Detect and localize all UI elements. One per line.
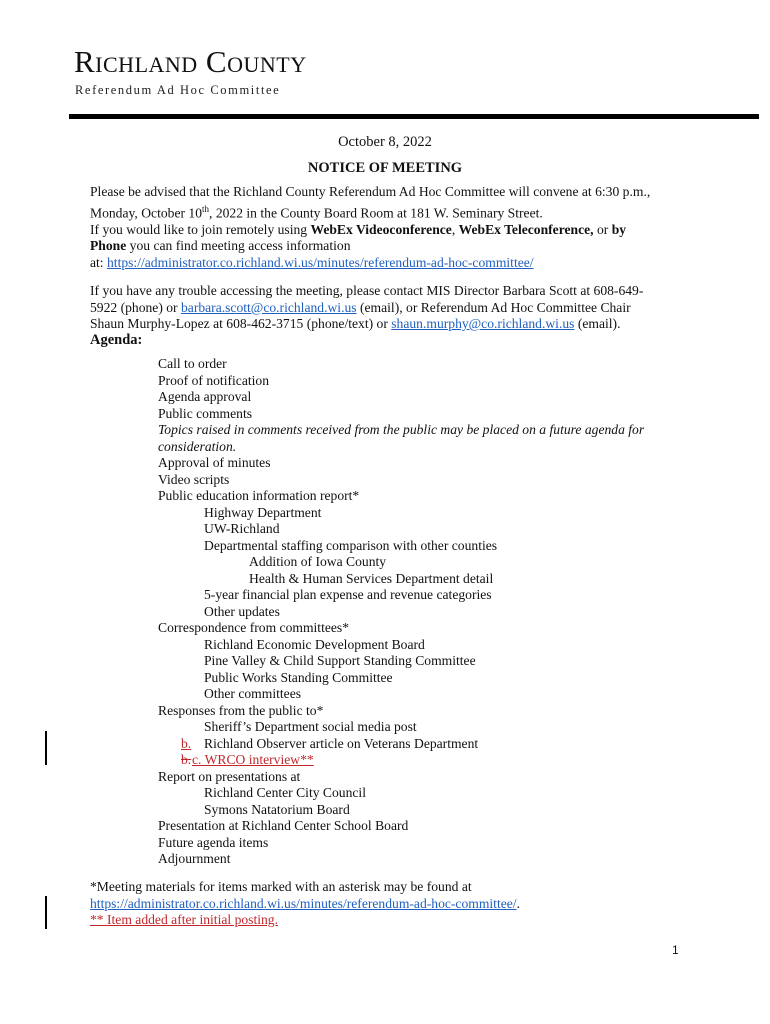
notice-date: October 8, 2022 (338, 134, 432, 150)
meeting-access-link[interactable]: https://administrator.co.richland.wi.us/minutes/referendum-ad-hoc-committee/ (107, 254, 534, 270)
header-rule (69, 114, 759, 119)
materials-link[interactable]: https://administrator.co.richland.wi.us/minutes/referendum-ad-hoc-committee/ (90, 895, 517, 911)
contact-line: If you have any trouble accessing the meeting, please contact MIS Director Barbara Scott at 608-649- (90, 283, 644, 298)
intro-line: If you would like to join remotely using WebEx Videoconference, WebEx Teleconference, or by (90, 221, 627, 237)
intro-line: Monday, October 10th, 2022 in the County Board Room at 181 W. Seminary Street. (90, 203, 543, 221)
footer-line: *Meeting materials for items marked with an asterisk may be found at (90, 879, 472, 894)
notice-title: NOTICE OF MEETING (307, 160, 463, 176)
contact-paragraph (90, 283, 680, 333)
shaun-email-link[interactable]: shaun.murphy@co.richland.wi.us (391, 316, 575, 331)
committee-subtitle: Referendum Ad Hoc Committee (75, 83, 281, 97)
added-item-note: ** Item added after initial posting. (90, 912, 278, 927)
footer-line: https://administrator.co.richland.wi.us/minutes/referendum-ad-hoc-committee/. (90, 895, 520, 911)
intro-line: Phone you can find meeting access information (90, 238, 351, 254)
revision-change-bar (45, 896, 47, 929)
page-number: 1 (672, 943, 679, 957)
document-page: Richland County Referendum Ad Hoc Committee October 8, 2022 NOTICE OF MEETING Please be advised that the Richland County Referendum Ad Hoc Committee will convene at 6:30 p.m., Monday, October 10th, 2022 in the County Board Room at 181 W. Seminary Street. If you would like to join remotely using WebEx Videoconference, WebEx Teleconference, or by Phone you can find meeting access information at: https://administrator.co.richland.wi.us/minutes/referendum-ad-hoc-committee/ If you have any trouble accessing the meeting, please contact MIS Director Barbara Scott at 608-649- 5922 (phone) or barbara.scott@co.richland.wi.us (email), or Referendum Ad Hoc Committee Chair Shaun Murphy-Lopez at 608-462-3715 (phone/text) or shaun.murphy@co.richland.wi.us (email). Agenda: Call to order Proof of notification Agenda approval Public comments Topics raised in comments received from the public may be placed on a future agenda for consideration. Approval of minutes Video scripts Public education information report* Highway Department UW-Richland Departmental staffing comparison with other counties Addition of Iowa County Health & Human Services Department detail 5-year financial plan expense and revenue categories Other updates Correspondence from committees* Richland Economic Development Board Pine Valley & Child Support Standing Committee Public Works Standing Committee Other committees Responses from the public to* Sheriff’s Department social media post b. Richland Observer article on Veterans Department b. c. WRCO interview** Report on presentations at Richland Center City Council Symons Natatorium Board Presentation at Richland Center School Board Future agenda items Adjournment *Meeting materials for items marked with an asterisk may be found at https://administrator.co.richland.wi.us/minutes/referendum-ad-hoc-committee/. ** Item added after initial posting. 1 (0, 0, 770, 1024)
intro-line: Please be advised that the Richland County Referendum Ad Hoc Committee will convene at 6:30 p.m., (90, 184, 651, 199)
agenda-heading: Agenda: (90, 332, 143, 348)
barbara-email-link[interactable]: barbara.scott@co.richland.wi.us (180, 299, 357, 315)
contact-line: 5922 (phone) or barbara.scott@co.richland.wi.us (email), or Referendum Ad Hoc Committee Chair (90, 299, 631, 315)
footer-notes (90, 879, 710, 929)
intro-line: at: https://administrator.co.richland.wi.us/minutes/referendum-ad-hoc-committee/ (90, 254, 534, 270)
contact-line: Shaun Murphy-Lopez at 608-462-3715 (phone/text) or shaun.murphy@co.richland.wi.us (email). (90, 316, 621, 331)
revision-change-bar (45, 731, 47, 765)
intro-paragraph (90, 184, 680, 271)
org-title: Richland County (74, 44, 307, 79)
